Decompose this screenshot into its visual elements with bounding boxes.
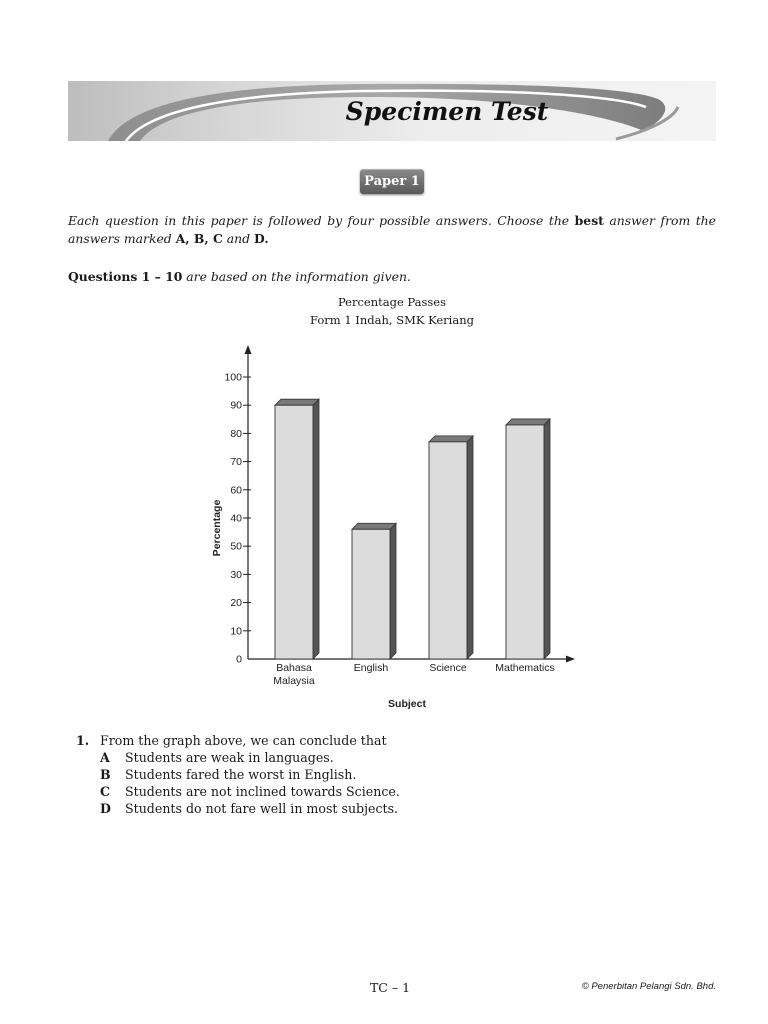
question-1 [76, 732, 716, 817]
paper-badge: Paper 1 [360, 169, 424, 194]
chart-title-line-2: Form 1 Indah, SMK Keriang [310, 313, 474, 327]
option-text: Students are not inclined towards Science. [125, 784, 400, 799]
instructions-text: answer from the answers marked [68, 213, 716, 246]
page-number: TC – 1 [369, 980, 411, 995]
y-tick-label: 20 [230, 597, 242, 610]
bar-top [429, 436, 473, 442]
x-tick-label: Science [429, 662, 467, 674]
instructions-emphasis-d: D. [254, 231, 269, 246]
bar [506, 419, 550, 659]
option-letter: C [100, 784, 111, 799]
bar [275, 399, 319, 659]
answer-option-a[interactable] [100, 749, 716, 766]
bar-side [390, 523, 396, 659]
bar-side [467, 436, 473, 659]
x-tick-label: Bahasa [276, 662, 312, 674]
y-tick-label: 60 [230, 484, 242, 497]
bar-face [275, 405, 313, 659]
question-stem: From the graph above, we can conclude that [100, 733, 387, 748]
chart-title-line-1: Percentage Passes [337, 295, 447, 309]
instructions-text: Each question in this paper is followed by four possible answers. Choose the [68, 213, 575, 228]
y-tick-label: 10 [230, 625, 242, 638]
option-letter: B [100, 767, 111, 782]
bar-top [275, 399, 319, 405]
y-axis-arrow [245, 345, 252, 354]
y-tick-label: 50 [230, 540, 242, 553]
y-tick-label: 90 [230, 399, 242, 412]
y-tick-label: 0 [236, 653, 242, 666]
bar-chart [190, 340, 590, 720]
y-tick-label: 100 [224, 371, 242, 384]
answer-option-c[interactable] [100, 783, 716, 800]
option-letter: D [100, 801, 111, 816]
x-tick-label: English [353, 662, 389, 674]
option-letter: A [100, 750, 110, 765]
header-banner [68, 81, 716, 141]
questions-intro [68, 268, 716, 286]
option-text: Students are weak in languages. [125, 750, 334, 765]
questions-range: Questions 1 – 10 [68, 269, 183, 284]
bar-side [313, 399, 319, 659]
instructions-emphasis-best: best [574, 213, 604, 228]
answer-options [100, 749, 716, 817]
page-title: Specimen Test [345, 96, 549, 126]
bar-face [352, 529, 390, 659]
bar-top [352, 523, 396, 529]
y-axis-label: Percentage [211, 499, 223, 557]
x-axis-arrow [566, 656, 575, 663]
instructions-text: and [222, 231, 255, 246]
y-tick-label: 30 [230, 568, 242, 581]
question-number: 1. [76, 733, 90, 748]
bar [429, 436, 473, 659]
chart-title [192, 293, 592, 329]
bar-face [506, 425, 544, 659]
instructions [68, 212, 716, 248]
y-tick-label: 70 [230, 456, 242, 469]
x-axis-label: Subject [388, 698, 426, 710]
instructions-emphasis-abc: A, B, C [175, 231, 223, 246]
answer-option-d[interactable] [100, 800, 716, 817]
bar [352, 523, 396, 659]
copyright-notice: © Penerbitan Pelangi Sdn. Bhd. [581, 981, 716, 992]
option-text: Students do not fare well in most subjects. [125, 801, 399, 816]
y-tick-label: 40 [230, 512, 242, 525]
y-tick-label: 80 [230, 427, 242, 440]
questions-intro-text: are based on the information given. [182, 269, 411, 284]
bar-side [544, 419, 550, 659]
x-tick-label: Mathematics [495, 662, 555, 674]
bar-top [506, 419, 550, 425]
bar-face [429, 442, 467, 659]
answer-option-b[interactable] [100, 766, 716, 783]
x-tick-label: Malaysia [273, 675, 315, 687]
option-text: Students fared the worst in English. [125, 767, 357, 782]
